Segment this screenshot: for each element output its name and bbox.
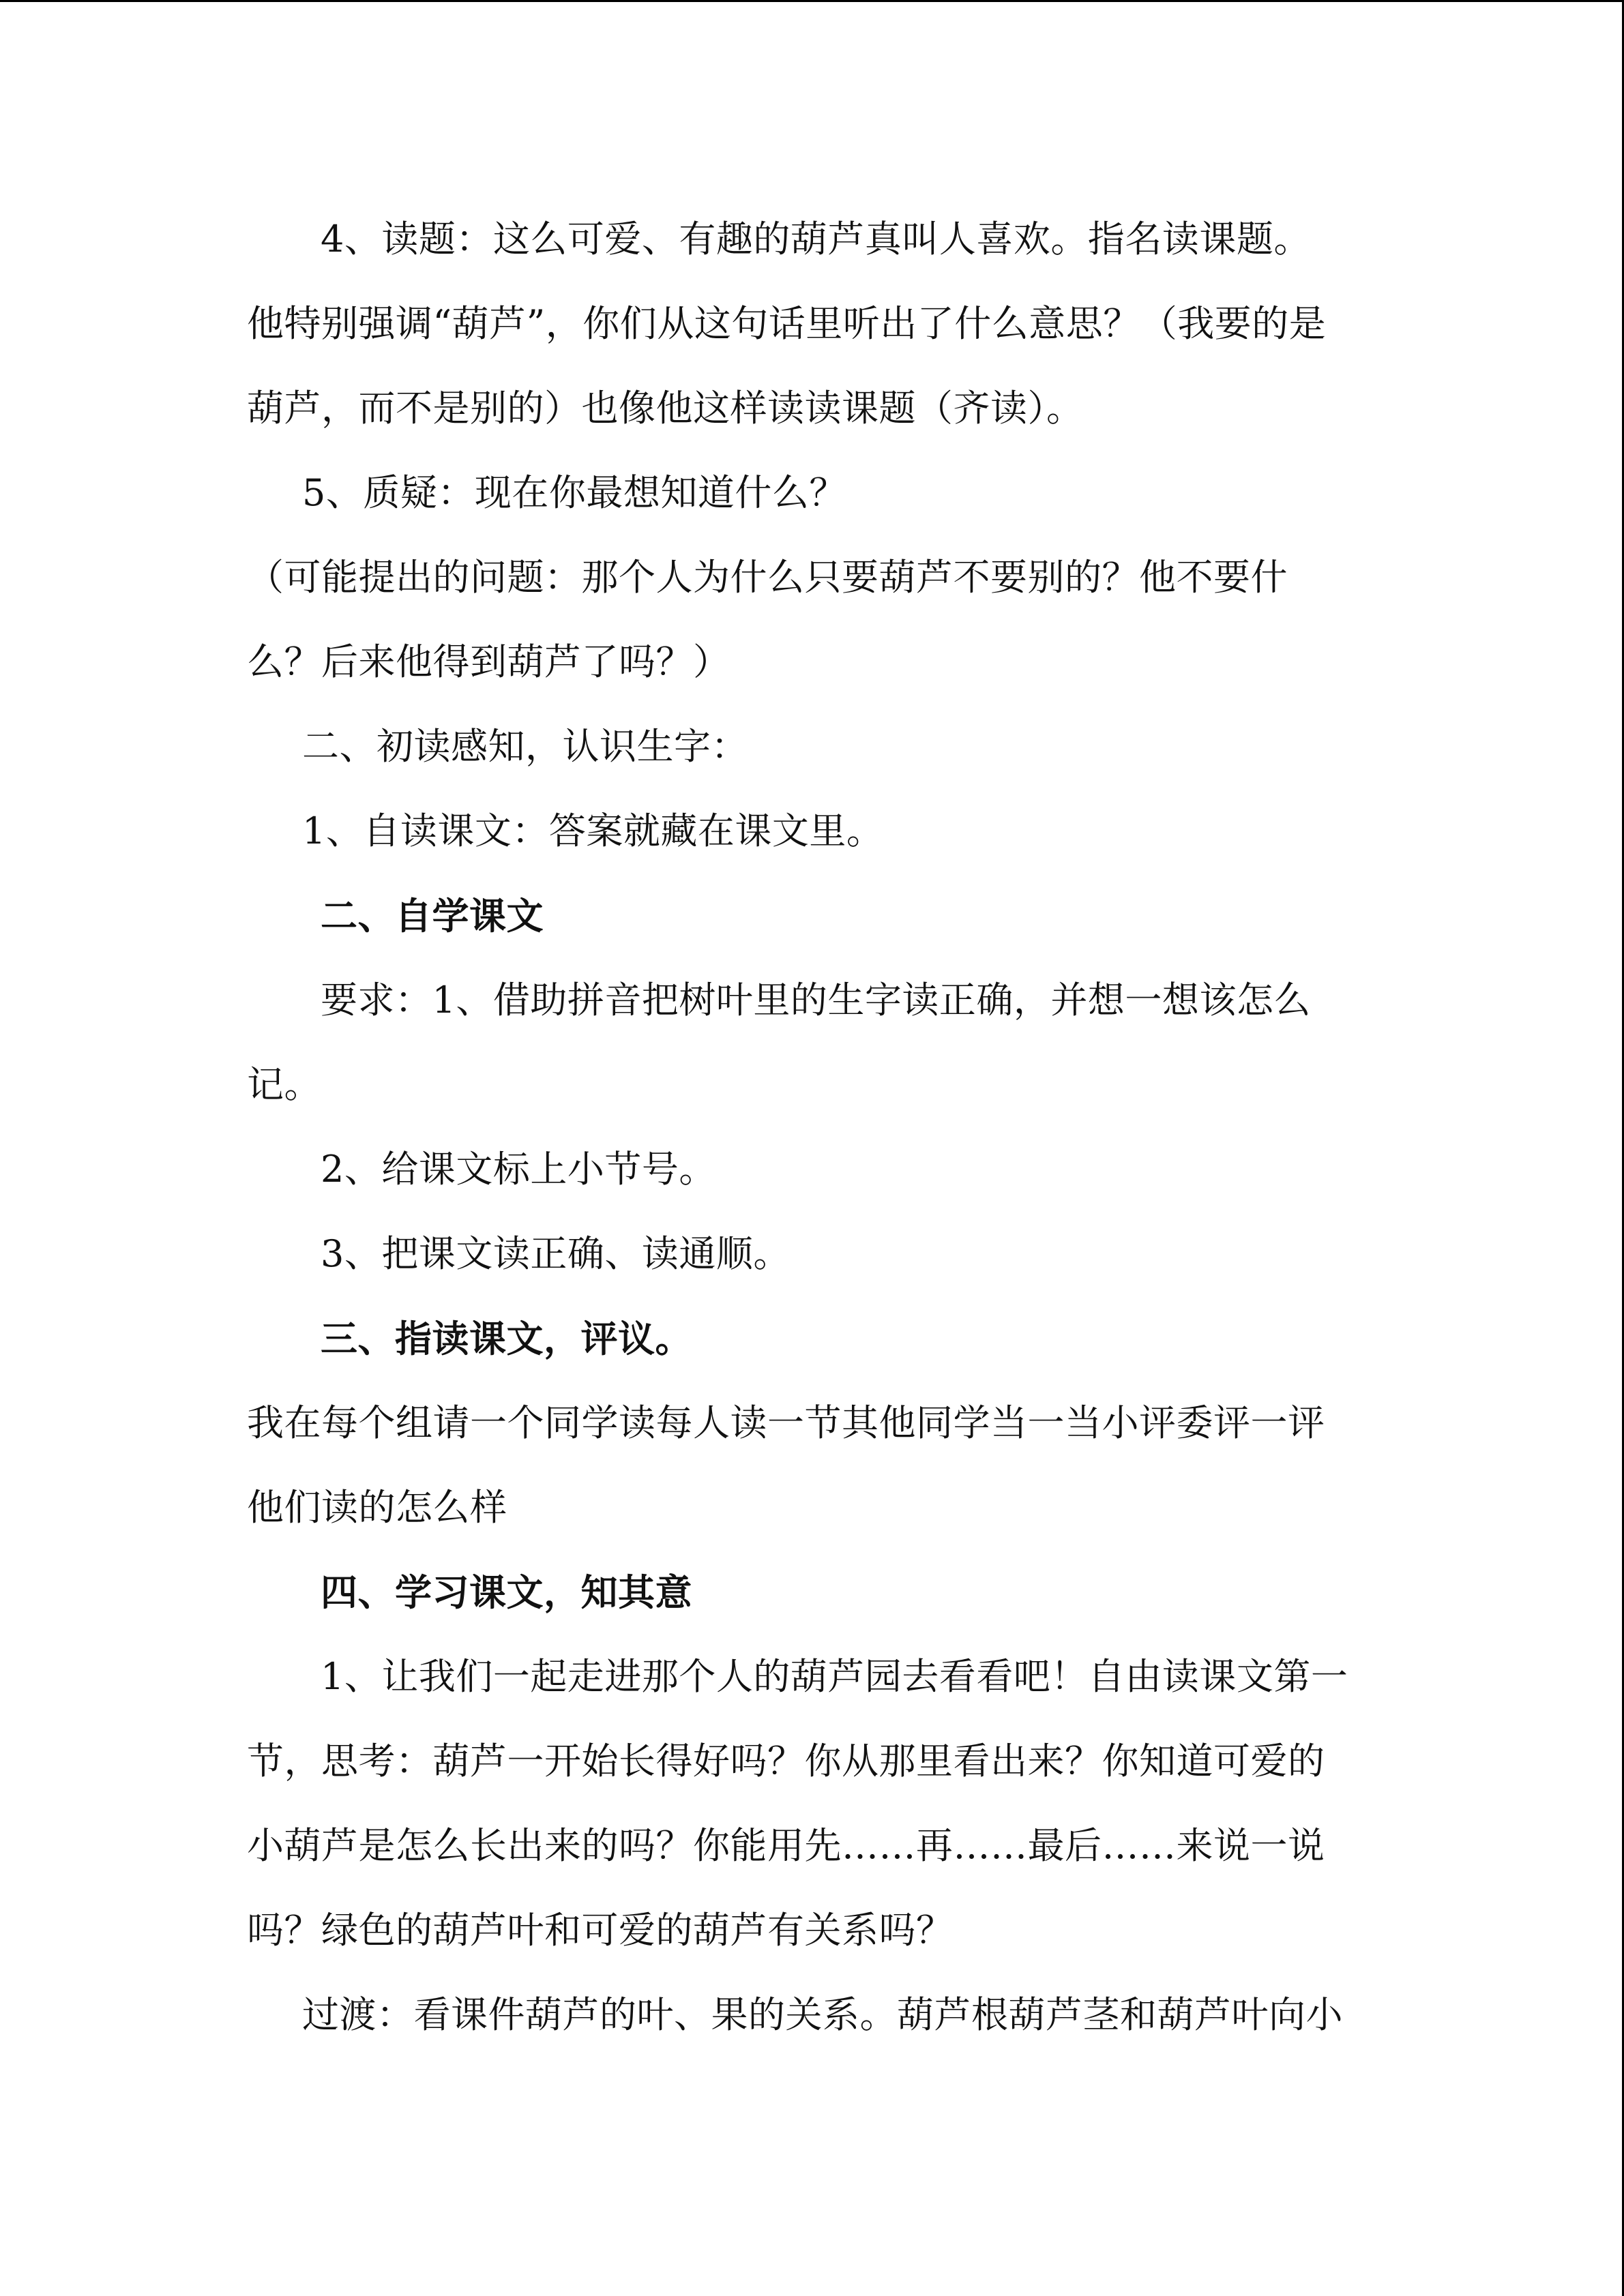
section-heading: 二、初读感知，认识生字： bbox=[302, 725, 748, 768]
paragraph-line: 1、自读课文：答案就藏在课文里。 bbox=[302, 809, 884, 852]
paragraph-line: 我在每个组请一个同学读每人读一节其他同学当一当小评委评一评 bbox=[247, 1401, 1325, 1444]
section-heading: 二、自学课文 bbox=[321, 894, 544, 938]
paragraph-line: 他们读的怎么样 bbox=[247, 1486, 507, 1529]
page-top-border bbox=[0, 0, 1624, 2]
paragraph-line: 节，思考：葫芦一开始长得好吗？你从那里看出来？你知道可爱的 bbox=[247, 1740, 1325, 1783]
paragraph-line: 么？后来他得到葫芦了吗？） bbox=[247, 640, 730, 683]
paragraph-line: 5、质疑：现在你最想知道什么？ bbox=[302, 471, 846, 514]
paragraph-line: 小葫芦是怎么长出来的吗？你能用先……再……最后……来说一说 bbox=[247, 1824, 1325, 1867]
paragraph-line: 4、读题：这么可爱、有趣的葫芦真叫人喜欢。指名读课题。 bbox=[321, 218, 1311, 260]
paragraph-line: 他特别强调“葫芦”，你们从这句话里听出了什么意思？（我要的是 bbox=[247, 302, 1327, 345]
paragraph-line: （可能提出的问题：那个人为什么只要葫芦不要别的？他不要什 bbox=[247, 556, 1288, 599]
paragraph-line: 葫芦，而不是别的）也像他这样读读课题（齐读）。 bbox=[247, 387, 1084, 430]
paragraph-line: 要求：1、借助拼音把树叶里的生字读正确，并想一想该怎么 bbox=[321, 979, 1311, 1022]
paragraph-line: 记。 bbox=[247, 1063, 321, 1106]
paragraph-line: 1、让我们一起走进那个人的葫芦园去看看吧！自由读课文第一 bbox=[321, 1655, 1348, 1698]
paragraph-line: 3、把课文读正确、读通顺。 bbox=[321, 1232, 791, 1275]
paragraph-line: 2、给课文标上小节号。 bbox=[321, 1148, 716, 1191]
section-heading: 四、学习课文，知其意 bbox=[321, 1570, 692, 1614]
section-heading: 三、指读课文，评议。 bbox=[321, 1317, 692, 1360]
paragraph-line: 吗？绿色的葫芦叶和可爱的葫芦有关系吗？ bbox=[247, 1909, 954, 1952]
paragraph-line: 过渡：看课件葫芦的叶、果的关系。葫芦根葫芦茎和葫芦叶向小 bbox=[302, 1993, 1343, 2036]
